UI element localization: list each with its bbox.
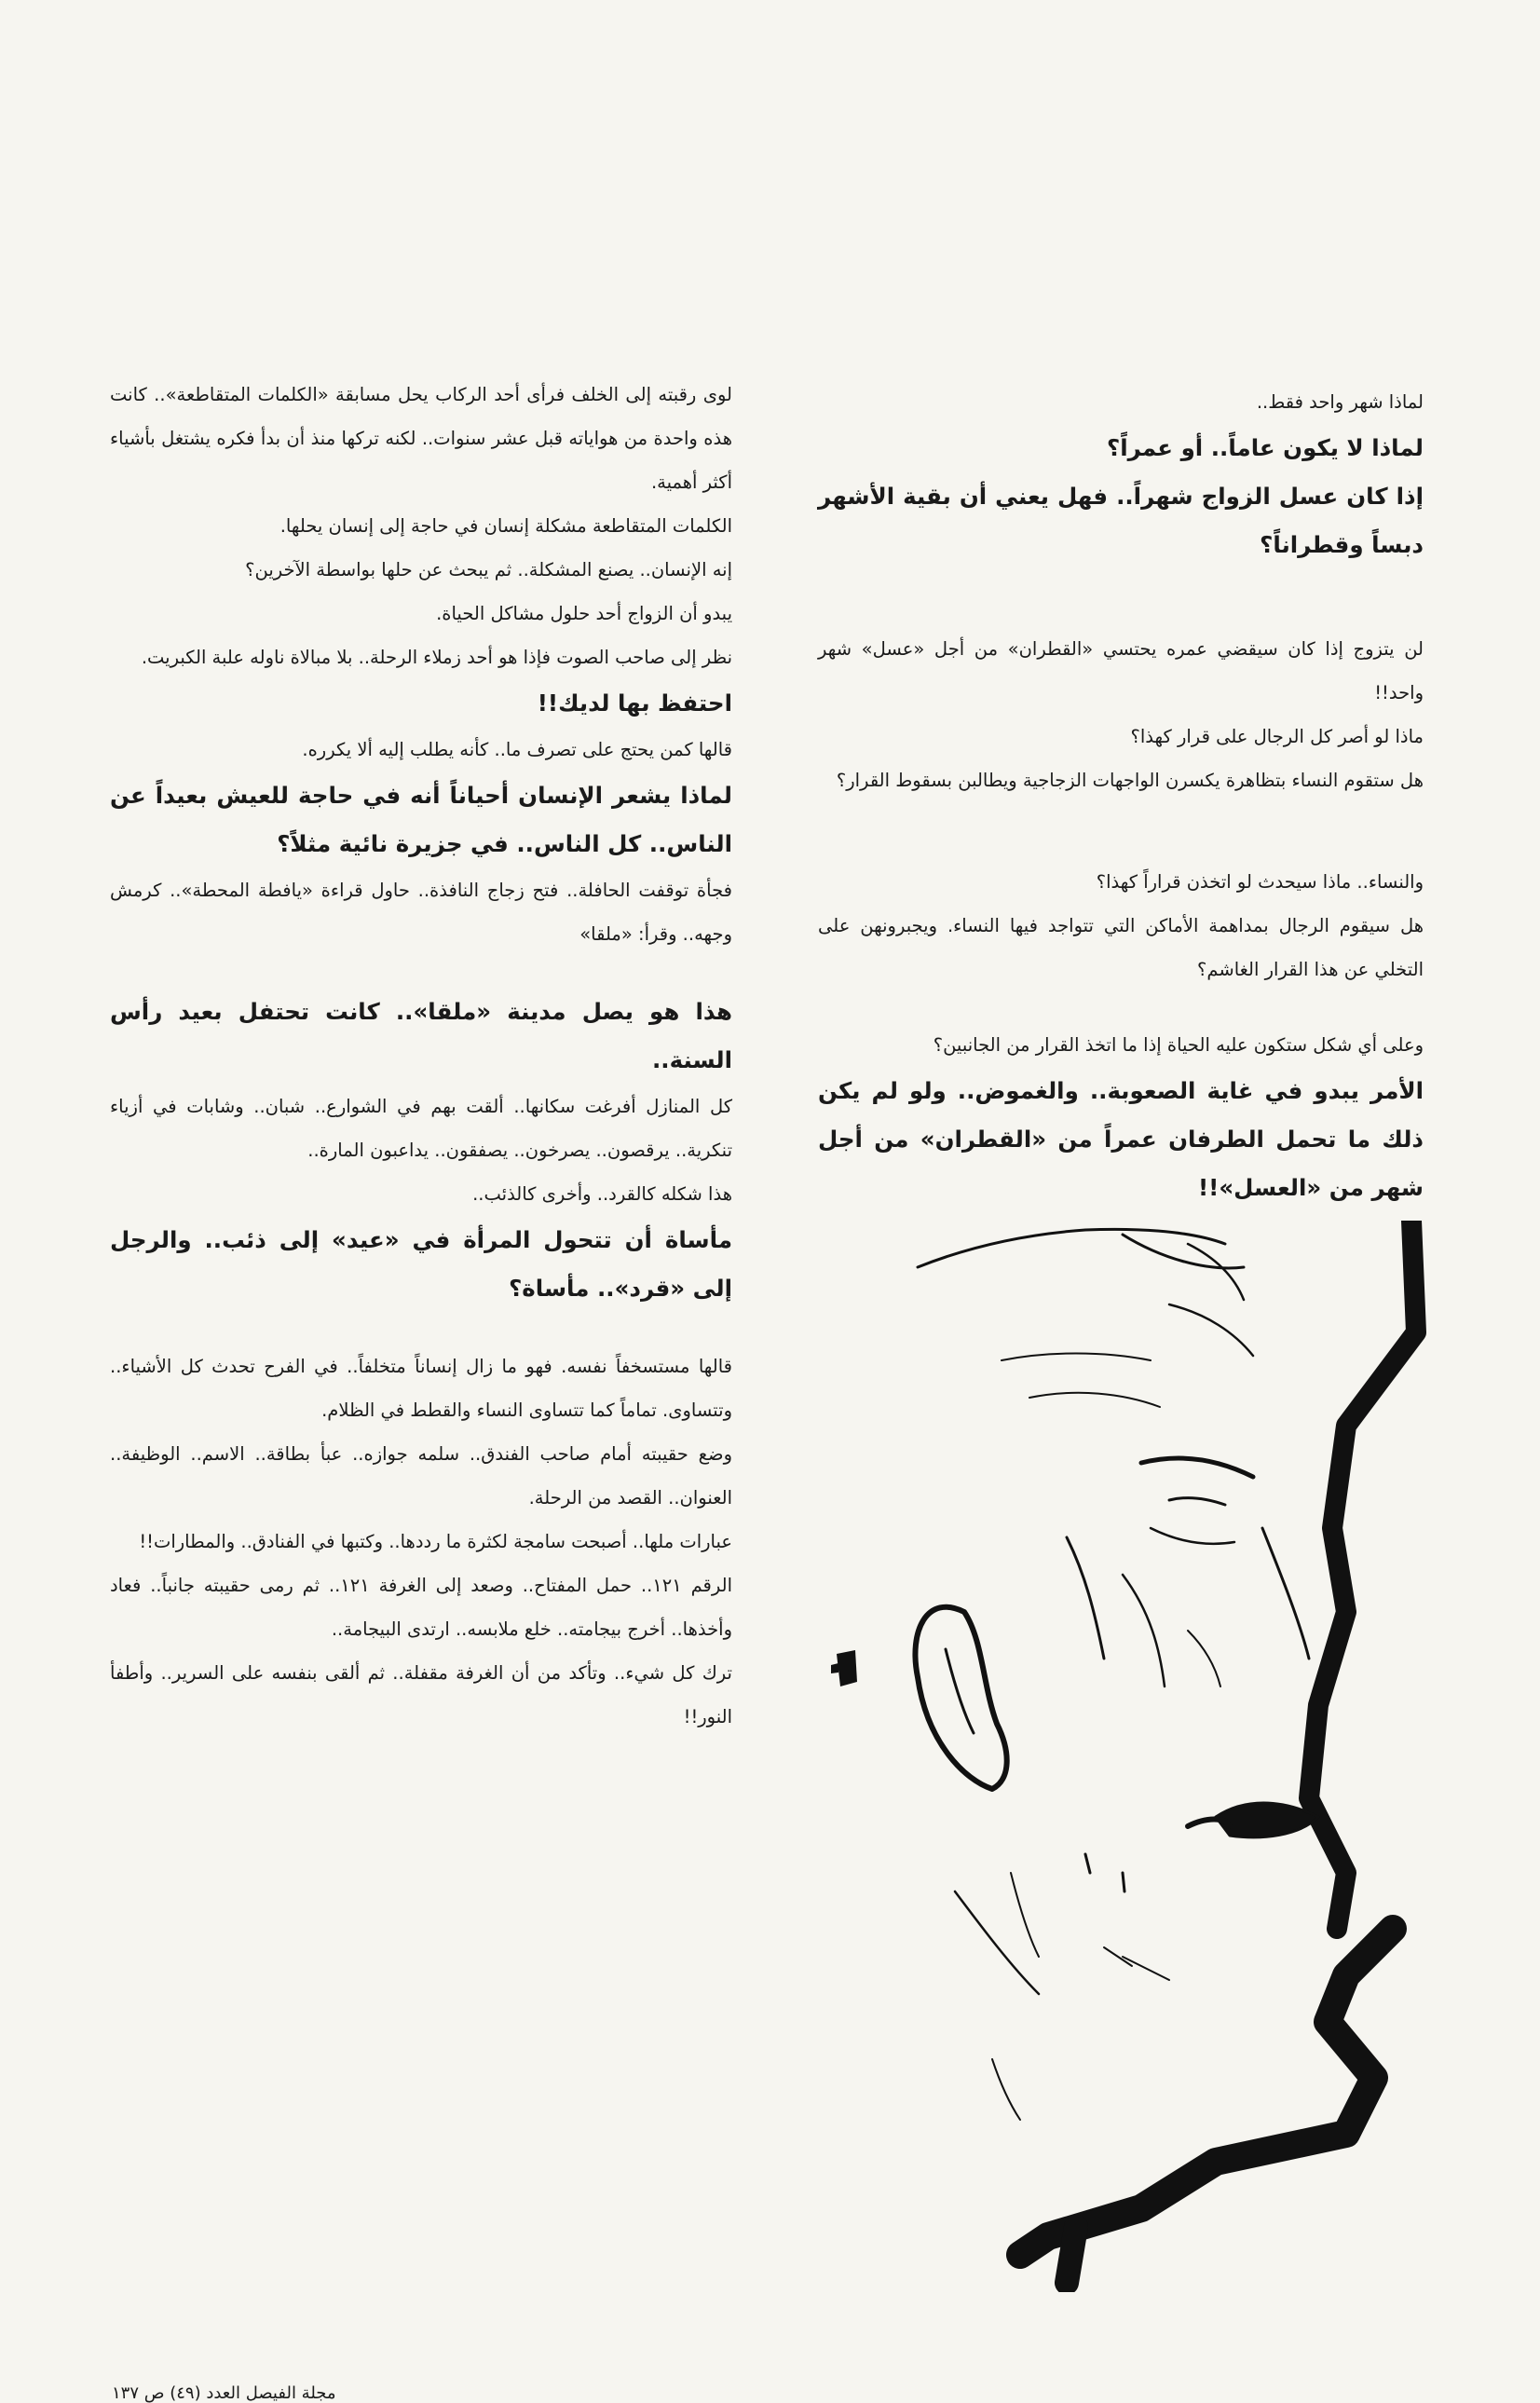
paragraph: نظر إلى صاحب الصوت فإذا هو أحد زملاء الرحلة.. بلا مبالاة ناوله علبة الكبريت. (141, 647, 732, 668)
ink-mark-icon (829, 1645, 866, 1696)
paragraph: الرقم ١٢١.. حمل المفتاح.. وصعد إلى الغرفة ١٢١.. ثم رمى حقيبته جانباً.. فعاد وأخذها.. أخرج بيجامته.. خلع ملابسه.. ارتدى البيجامة.. (110, 1575, 732, 1640)
paragraph: قالها مستسخفاً نفسه. فهو ما زال إنساناً متخلفاً.. في الفرح تحدث كل الأشياء.. وتتساوى. تماماً كما تتساوى النساء والقطط في الظلام. (110, 1356, 732, 1421)
left-column (110, 373, 732, 1739)
paragraph: وعلى أي شكل ستكون عليه الحياة إذا ما اتخذ القرار من الجانبين؟ (933, 1034, 1424, 1056)
paragraph: لن يتزوج إذا كان سيقضي عمره يحتسي «القطران» من أجل «عسل» شهر واحد!! (818, 638, 1424, 703)
paragraph: والنساء.. ماذا سيحدث لو اتخذن قراراً كهذا؟ (1096, 871, 1424, 893)
paragraph: كل المنازل أفرغت سكانها.. ألقت بهم في الشوارع.. شبان.. وشابات في أزياء تنكرية.. يرقصون.. يصرخون.. يصفقون.. يداعبون المارة.. (110, 1096, 732, 1161)
paragraph: الكلمات المتقاطعة مشكلة إنسان في حاجة إلى إنسان يحلها. (279, 515, 732, 537)
paragraph: يبدو أن الزواج أحد حلول مشاكل الحياة. (436, 603, 732, 624)
paragraph: فجأة توقفت الحافلة.. فتح زجاج النافذة.. حاول قراءة «يافطة المحطة».. كرمش وجهه.. وقرأ: «ملقا» (110, 880, 732, 945)
paragraph: هذا شكله كالقرد.. وأخرى كالذئب.. (472, 1183, 732, 1205)
bold-paragraph: لماذا يشعر الإنسان أحياناً أنه في حاجة للعيش بعيداً عن الناس.. كل الناس.. في جزيرة نائية مثلاً؟ (110, 782, 732, 857)
bold-paragraph: الأمر يبدو في غاية الصعوبة.. والغموض.. ولو لم يكن ذلك ما تحمل الطرفان عمراً من «القطران» من أجل شهر من «العسل»!! (818, 1077, 1424, 1201)
paragraph: قالها كمن يحتج على تصرف ما.. كأنه يطلب إليه ألا يكرره. (302, 739, 732, 760)
paragraph: لماذا شهر واحد فقط.. (1256, 391, 1424, 413)
paragraph: وضع حقيبته أمام صاحب الفندق.. سلمه جوازه.. عبأ بطاقة.. الاسم.. الوظيفة.. العنوان.. القصد من الرحلة. (110, 1443, 732, 1509)
paragraph: إنه الإنسان.. يصنع المشكلة.. ثم يبحث عن حلها بواسطة الآخرين؟ (245, 559, 732, 580)
paragraph-spacer (110, 1313, 732, 1345)
page-footer: مجلة الفيصل العدد (٤٩) ص ١٣٧ (112, 2383, 336, 2403)
paragraph: لوى رقبته إلى الخلف فرأى أحد الركاب يحل مسابقة «الكلمات المتقاطعة».. كانت هذه واحدة من هواياته قبل عشر سنوات.. لكنه تركها منذ أن بدأ فكره يشتغل بأشياء أكثر أهمية. (110, 384, 732, 493)
bold-paragraph: مأساة أن تتحول المرأة في «عيد» إلى ذئب.. والرجل إلى «قرد».. مأساة؟ (110, 1226, 732, 1302)
paragraph: ترك كل شيء.. وتأكد من أن الغرفة مقفلة.. ثم ألقى بنفسه على السرير.. وأطفأ النور!! (110, 1662, 732, 1727)
man-profile-sketch-icon (908, 1221, 1430, 2292)
paragraph-spacer (818, 802, 1424, 860)
paragraph: هل سيقوم الرجال بمداهمة الأماكن التي تتواجد فيها النساء. ويجبرونهن على التخلي عن هذا القرار الغاشم؟ (818, 915, 1424, 980)
paragraph-spacer (110, 956, 732, 988)
paragraph-spacer (818, 991, 1424, 1023)
bold-paragraph: إذا كان عسل الزواج شهراً.. فهل يعني أن بقية الأشهر دبساً وقطراناً؟ (818, 483, 1424, 558)
paragraph: عبارات ملها.. أصبحت سامجة لكثرة ما رددها.. وكتبها في الفنادق.. والمطارات!! (139, 1531, 732, 1552)
bold-paragraph: احتفظ بها لديك!! (537, 689, 732, 717)
bold-paragraph: لماذا لا يكون عاماً.. أو عمراً؟ (1107, 434, 1424, 461)
bold-paragraph: هذا هو يصل مدينة «ملقا».. كانت تحتفل بعيد رأس السنة.. (110, 998, 732, 1073)
paragraph: هل ستقوم النساء بتظاهرة يكسرن الواجهات الزجاجية ويطالبن بسقوط القرار؟ (836, 770, 1424, 791)
paragraph-spacer (818, 569, 1424, 627)
paragraph: ماذا لو أصر كل الرجال على قرار كهذا؟ (1130, 726, 1424, 747)
right-column (818, 380, 1424, 1212)
